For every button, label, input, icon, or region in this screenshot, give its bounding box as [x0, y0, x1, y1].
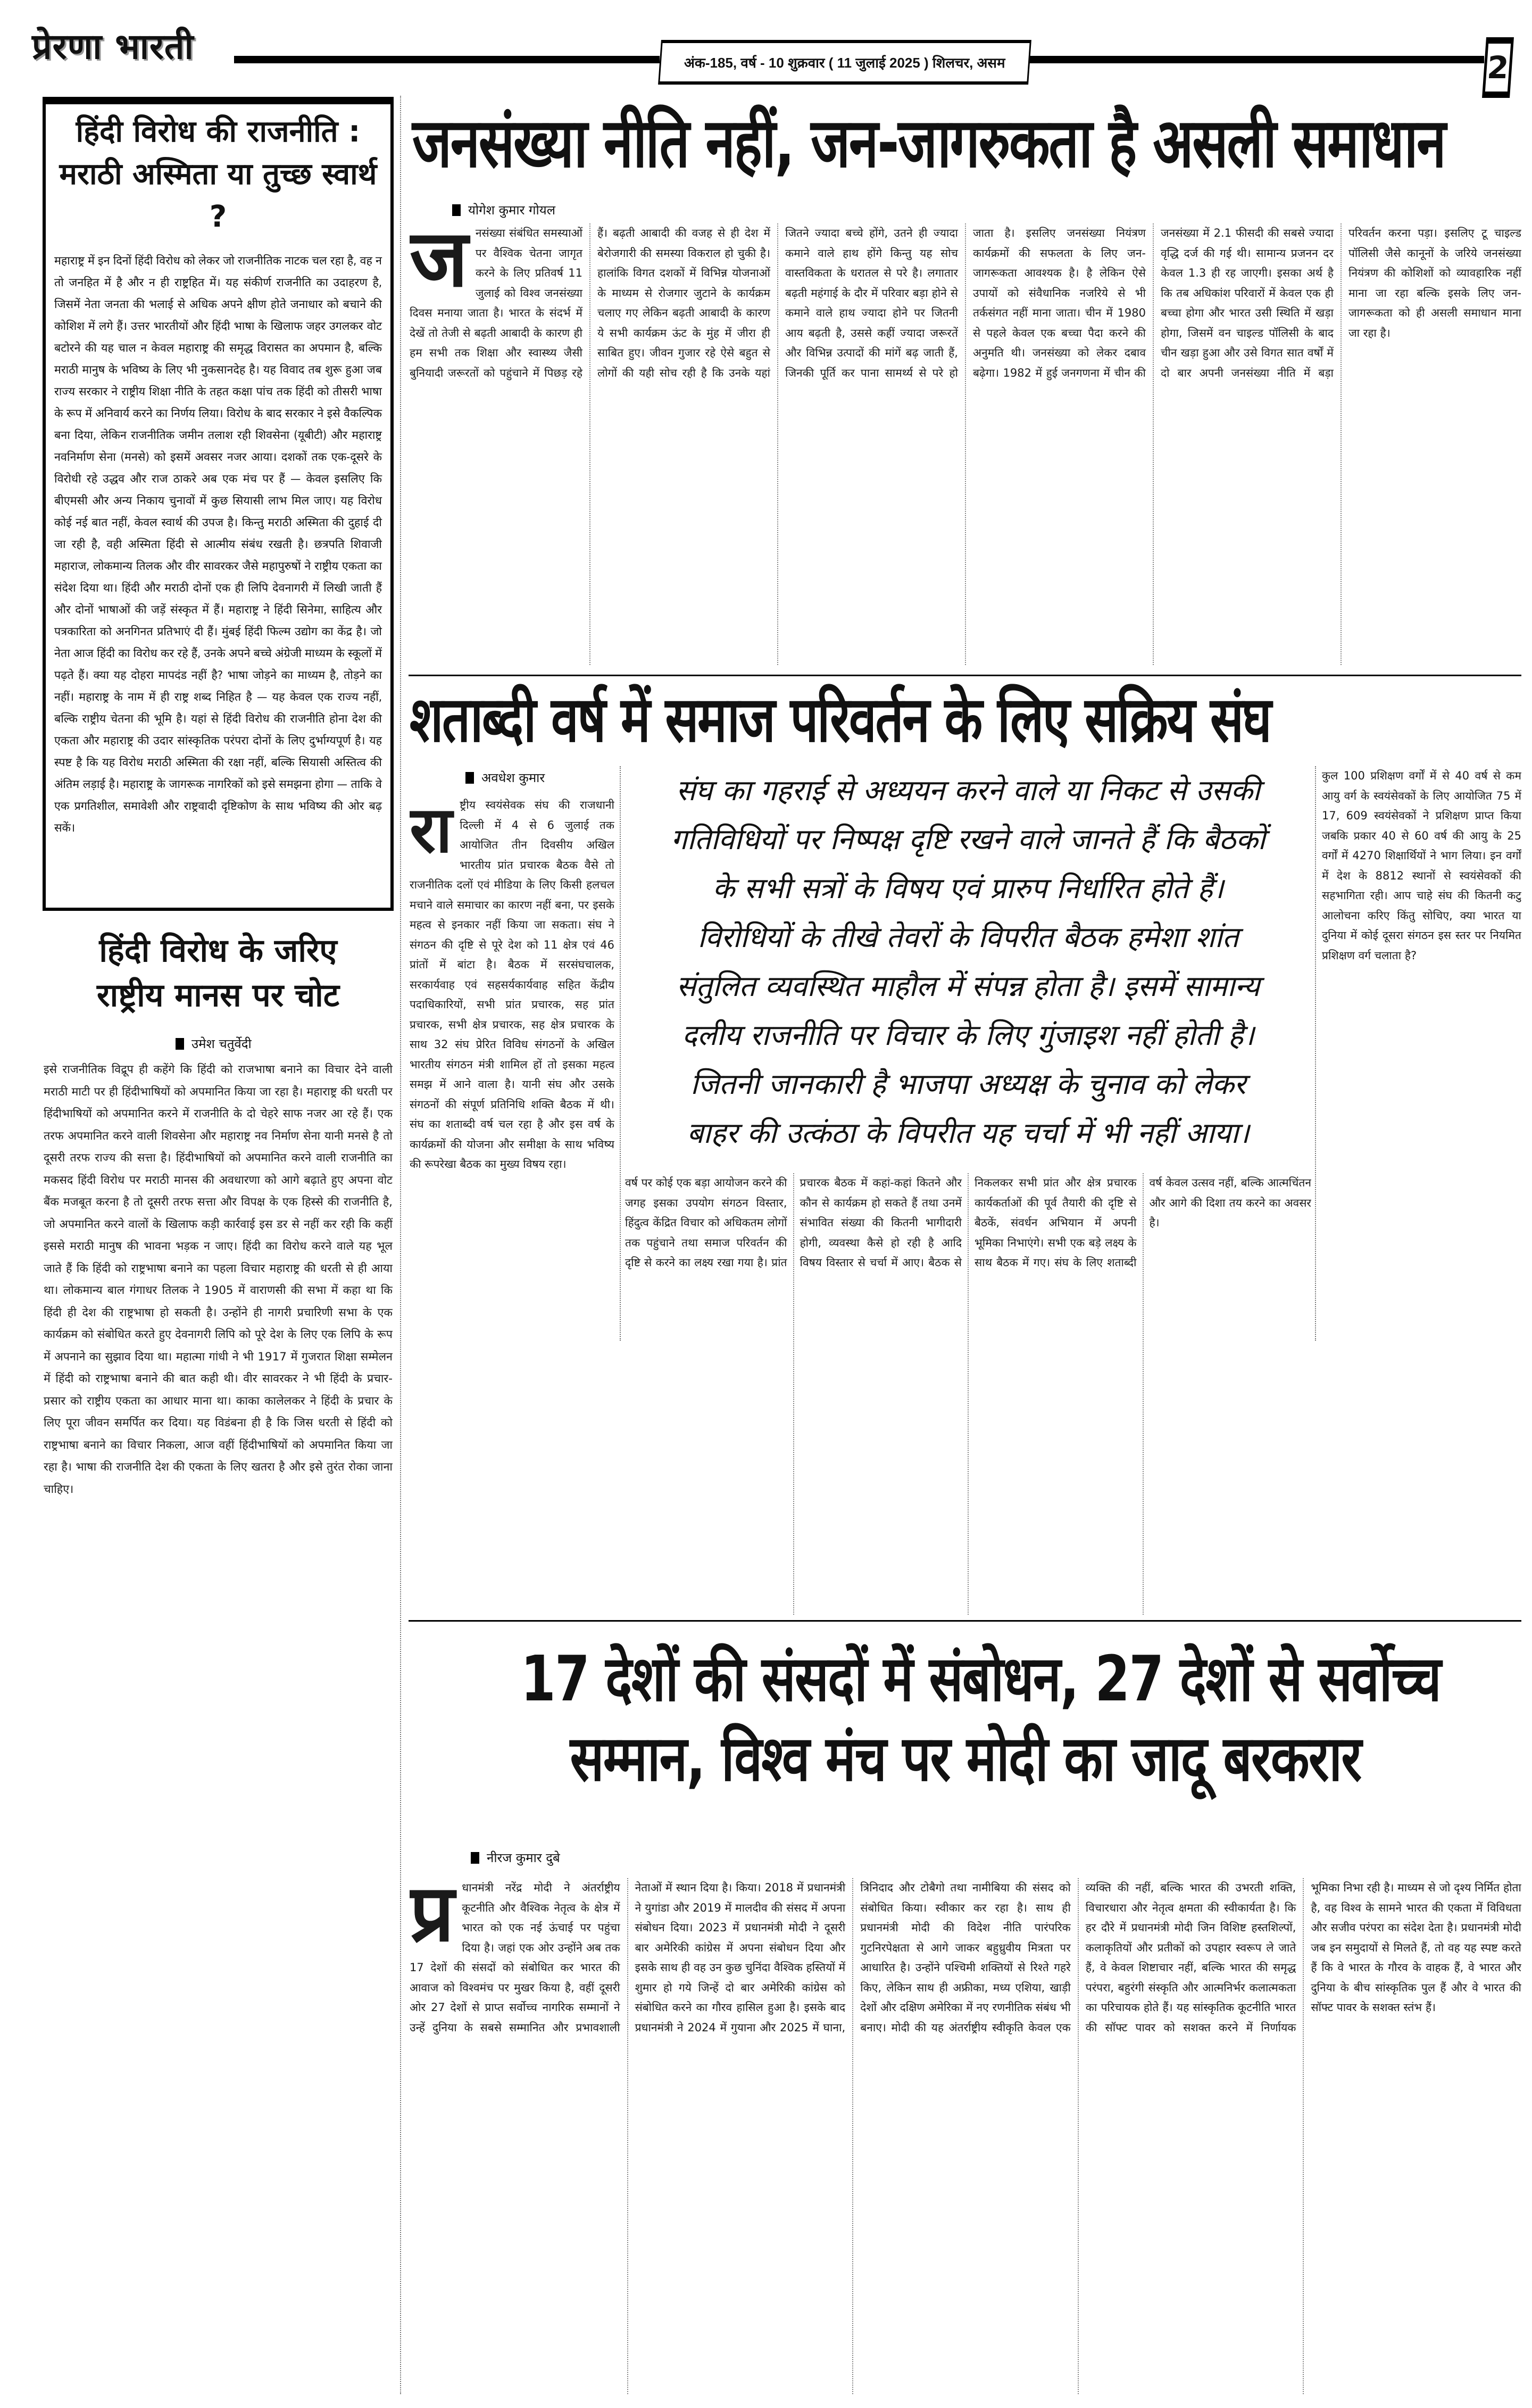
- pull-quote-line: संतुलित व्यवस्थित माहौल में संपन्न होता है। इसमें सामान्य: [676, 969, 1260, 1003]
- pull-quote-line: जितनी जानकारी है भाजपा अध्यक्ष के चुनाव को लेकर: [690, 1067, 1246, 1101]
- left-article-body: [44, 1059, 393, 2389]
- sangh-pull-quote: [625, 766, 1311, 1158]
- population-body: [410, 223, 1521, 665]
- issue-info: अंक-185, वर्ष - 10 शुक्रवार ( 11 जुलाई 2025 ) शिलचर, असम: [684, 55, 1005, 71]
- modi-headline-line2: सम्मान, विश्व मंच पर मोदी का जादू बरकरार: [570, 1722, 1361, 1795]
- sidebar-headline: [46, 111, 390, 238]
- pull-quote-line: विरोधियों के तीखे तेवरों के विपरीत बैठक हमेशा शांत: [697, 920, 1239, 954]
- sangh-headline: शताब्दी वर्ष में समाज परिवर्तन के लिए सक्रिय संघ: [410, 683, 1271, 756]
- left-headline-line2: राष्ट्रीय मानस पर चोट: [97, 977, 339, 1014]
- column-divider: [400, 96, 401, 2394]
- modi-headline: [410, 1639, 1521, 1798]
- sidebar-article-body: महाराष्ट्र में इन दिनों हिंदी विरोध को लेकर जो राजनीतिक नाटक चल रहा है, वह न तो जनहित में है और न ही राष्ट्रहित में। यह संकीर्ण राजनीति का उदाहरण है, जिसमें नेता जनता की भलाई से अधिक अपने क्षीण होते जनाधार को बचाने की कोशिश में लगे हैं। उत्तर भारतीयों और हिंदी भाषा के खिलाफ जहर उगलकर वोट बटोरने की यह चाल न केवल महाराष्ट्र की समृद्ध विरासत का अपमान है, बल्कि मराठी मानुष के भविष्य के लिए भी नुकसानदेह है। यह विवाद तब शुरू हुआ जब राज्य सरकार ने राष्ट्रीय शिक्षा नीति के तहत कक्षा पांच तक हिंदी को तीसरी भाषा के रूप में अनिवार्य करने का निर्णय लिया। विरोध के बाद सरकार ने इसे वैकल्पिक बना दिया, लेकिन राजनीतिक जमीन तलाश रही शिवसेना (यूबीटी) और महाराष्ट्र नवनिर्माण सेना (मनसे) को इसमें अवसर नजर आया। दशकों तक एक-दूसरे के विरोधी रहे उद्धव और राज ठाकरे अब एक मंच पर हैं — केवल इसलिए कि बीएमसी और अन्य निकाय चुनावों में कुछ सियासी लाभ मिल जाए। यह विरोध कोई नई बात नहीं, केवल स्वार्थ की उपज है। किन्तु मराठी अस्मिता की दुहाई दी जा रही है, वही अस्मिता हिंदी से आत्मीय संबंध रखती है। छत्रपति शिवाजी महाराज, लोकमान्य तिलक और वीर सावरकर जैसे महापुरुषों ने राष्ट्रीय एकता का संदेश दिया था। हिंदी और मराठी दोनों एक ही लिपि देवनागरी में लिखी जाती हैं और दोनों भाषाओं की जड़ें संस्कृत में हैं। महाराष्ट्र ने हिंदी सिनेमा, साहित्य और पत्रकारिता को अनगिनत प्रतिभाएं दी हैं। मुंबई हिंदी फिल्म उद्योग का केंद्र है। जो नेता आज हिंदी का विरोध कर रहे हैं, उनके अपने बच्चे अंग्रेजी माध्यम के स्कूलों में पढ़ते हैं। क्या यह दोहरा मापदंड नहीं है? भाषा जोड़ने का माध्यम है, तोड़ने का नहीं। महाराष्ट्र के नाम में ही राष्ट्र शब्द निहित है — यह केवल एक राज्य नहीं, बल्कि राष्ट्रीय चेतना की भूमि है। यहां से हिंदी विरोध की राजनीति होना देश की एकता और महाराष्ट्र की उदार सांस्कृतिक परंपरा दोनों के लिए दुर्भाग्यपूर्ण है। यह स्पष्ट है कि यह विरोध मराठी अस्मिता की रक्षा नहीं, बल्कि सियासी अस्तित्व की अंतिम लड़ाई है। महाराष्ट्र के जागरूक नागरिकों को इसे समझना होगा — ताकि वे एक प्रगतिशील, समावेशी और राष्ट्रवादी दृष्टिकोण के साथ भविष्य की ओर बढ़ सकें।: [54, 254, 382, 835]
- sangh-body-bottom: [625, 1173, 1311, 1615]
- pull-quote-line: संघ का गहराई से अध्ययन करने वाले या निकट से उसकी: [676, 774, 1261, 807]
- pull-quote-line: के सभी सत्रों के विषय एवं प्रारुप निर्धारित होते हैं।: [712, 871, 1224, 905]
- left-article-text: इसे राजनीतिक विद्रूप ही कहेंगे कि हिंदी को राजभाषा बनाने का विचार देने वाली मराठी माटी पर ही हिंदीभाषियों को अपमानित किया जा रहा है। महाराष्ट्र की धरती पर हिंदीभाषियों को अपमानित करने में राजनीति के दो चेहरे साफ नजर आ रहे हैं। एक तरफ अपमानित करने वाली शिवसेना और महाराष्ट्र नव निर्माण सेना यानी मनसे है तो दूसरी तरफ राज्य की सत्ता है। हिंदीभाषियों को अपमानित करने वाली राजनीति का मकसद हिंदी विरोध पर मराठी मानस की अवधारणा को आगे बढ़ाते हुए अपना वोट बैंक मजबूत करना है तो दूसरी तरफ सत्ता और विपक्ष के एक हिस्से की राजनीति है, जो अपमानित करने वालों के खिलाफ कड़ी कार्रवाई इस डर से नहीं कर रही कि कहीं इससे मराठी मानुष की भावना भड़क न जाए। हिंदी का विरोध करने वाले यह भूल जाते हैं कि हिंदी को राष्ट्रभाषा बनाने का पहला विचार महाराष्ट्र की धरती से ही आया था। लोकमान्य बाल गंगाधर तिलक ने 1905 में वाराणसी की सभा में कहा था कि हिंदी ही देश की राष्ट्रभाषा हो सकती है। उन्होंने ही नागरी प्रचारिणी सभा के एक कार्यक्रम को संबोधित करते हुए देवनागरी लिपि को पूरे देश के लिए एक लिपि के रूप में अपनाने का सुझाव दिया था। महात्मा गांधी ने भी 1917 में गुजरात शिक्षा सम्मेलन में हिंदी को राष्ट्रभाषा बनाने की बात कही थी। वीर सावरकर ने भी हिंदी के प्रचार-प्रसार को राष्ट्रीय एकता का आधार माना था। काका कालेलकर ने हिंदी के प्रचार के लिए पूरा जीवन समर्पित कर दिया। यह विडंबना ही है कि जिस धरती से हिंदी को राष्ट्रभाषा बनाने का विचार निकला, आज वहीं हिंदीभाषियों को अपमानित किया जा रहा है। भाषा की राजनीति देश की एकता के लिए खतरा है और इसे तुरंत रोका जाना चाहिए।: [44, 1063, 393, 1496]
- byline-bullet-icon: [176, 1038, 184, 1050]
- sidebar-article-box: [43, 97, 394, 911]
- left-article-byline: [176, 1035, 252, 1052]
- dropcap: रा: [410, 795, 453, 867]
- byline-author: योगेश कुमार गोयल: [468, 203, 555, 218]
- sidebar-headline-line1: हिंदी विरोध की राजनीति :: [76, 114, 361, 149]
- left-article-headline: [43, 928, 394, 1018]
- pull-quote-line: गतिविधियों पर निष्पक्ष दृष्टि रखने वाले जानते हैं कि बैठकों: [671, 823, 1265, 856]
- dropcap: ज: [410, 223, 468, 304]
- byline-author: नीरज कुमार दुबे: [487, 1850, 560, 1865]
- page-number: 2: [1482, 37, 1514, 98]
- masthead-rule-right: [1029, 56, 1484, 63]
- byline-bullet-icon: [471, 1852, 479, 1864]
- sidebar-headline-line2: मराठी अस्मिता या तुच्छ स्वार्थ ?: [59, 157, 377, 234]
- sangh-text-left: ष्ट्रीय स्वयंसेवक संघ की राजधानी दिल्ली में 4 से 6 जुलाई तक आयोजित तीन दिवसीय अखिल भारतीय प्रांत प्रचारक बैठक वैसे तो राजनीतिक दलों एवं मीडिया के लिए किसी हलचल मचाने वाले समाचार का कारण नहीं बना, पर इसके महत्व से इनकार नहीं किया जा सकता। संघ ने संगठन की दृष्टि से पूरे देश को 11 क्षेत्र एवं 46 प्रांतों में बांटा है। बैठक में सरसंघचालक, सरकार्यवाह एवं सहसर्यकार्यवाह सहित केंद्रीय पदाधिकारियों, सभी प्रांत प्रचारक, सह प्रांत प्रचारक, सभी क्षेत्र प्रचारक, सह क्षेत्र प्रचारक के साथ 32 संघ प्रेरित विविध संगठनों के अखिल भारतीय संगठन मंत्री शामिल हों तो इसका महत्व समझ में आने वाला है। यानी संघ और उसके संगठनों की संपूर्ण प्रतिनिधि शक्ति बैठक में थी। संघ का शताब्दी वर्ष चल रहा है और इस वर्ष के कार्यक्रमों की योजना और समीक्षा के साथ भविष्य की रूपरेखा बैठक का मुख्य विषय रहा।: [410, 799, 614, 1170]
- byline-author: उमेश चतुर्वेदी: [192, 1036, 252, 1051]
- dropcap: प्र: [410, 1878, 455, 1959]
- section-divider: [409, 1620, 1521, 1622]
- issue-info-box: [658, 40, 1031, 85]
- sangh-text-bottom: वर्ष पर कोई एक बड़ा आयोजन करने की जगह इसका उपयोग संगठन विस्तार, हिंदुत्व केंद्रित विचार को अधिकतम लोगों तक पहुंचाने तथा समाज परिवर्तन की दृष्टि से करने का लक्ष्य रखा गया है। प्रांत प्रचारक बैठक में कहां-कहां कितने और कौन से कार्यक्रम हो सकते हैं तथा उनमें संभावित संख्या की कितनी भागीदारी होगी, व्यवस्था कैसे हो रही है आदि विषय विस्तार से चर्चा में आए। बैठक से निकलकर सभी प्रांत और क्षेत्र प्रचारक कार्यकर्ताओं की पूर्व तैयारी की दृष्टि से बैठकें, संवर्धन अभियान में अपनी भूमिका निभाएंगे। सभी एक बड़े लक्ष्य के साथ बैठक में गए। संघ के लिए शताब्दी वर्ष केवल उत्सव नहीं, बल्कि आत्मचिंतन और आगे की दिशा तय करने का अवसर है।: [625, 1176, 1311, 1269]
- column-divider: [1315, 766, 1316, 1341]
- sangh-byline: [465, 769, 545, 786]
- pull-quote-line: बाहर की उत्कंठा के विपरीत यह चर्चा में भी नहीं आया।: [687, 1116, 1250, 1150]
- masthead-title: प्रेरणा भारती: [32, 26, 194, 67]
- population-headline: जनसंख्या नीति नहीं, जन-जागरुकता है असली समाधान: [412, 104, 1445, 183]
- population-byline: [452, 201, 555, 219]
- section-divider: [409, 675, 1521, 676]
- left-headline-line1: हिंदी विरोध के जरिए: [99, 932, 337, 969]
- byline-author: अवधेश कुमार: [481, 770, 545, 785]
- byline-bullet-icon: [465, 772, 474, 784]
- modi-body: [410, 1878, 1521, 2394]
- byline-bullet-icon: [452, 204, 461, 216]
- masthead-rule-left: [234, 56, 660, 63]
- column-divider: [620, 766, 621, 1341]
- sangh-body-left: [410, 795, 614, 1343]
- population-text: नसंख्या संबंधित समस्याओं पर वैश्विक चेतना जागृत करने के लिए प्रतिवर्ष 11 जुलाई को विश्व जनसंख्या दिवस मनाया जाता है। भारत के संदर्भ में देखें तो तेजी से बढ़ती आबादी के कारण ही हम सभी तक शिक्षा और स्वास्थ्य जैसी बुनियादी जरूरतों को पहुंचाने में पिछड़ रहे हैं। बढ़ती आबादी की वजह से ही देश में बेरोजगारी की समस्या विकराल हो चुकी है। हालांकि विगत दशकों में विभिन्न योजनाओं के माध्यम से रोजगार जुटाने के कार्यक्रम चलाए गए लेकिन बढ़ती आबादी के कारण ये सभी कार्यक्रम ऊंट के मुंह में जीरा ही साबित हुए। जीवन गुजार रहे ऐसे बहुत से लोगों की यही सोच रही है कि उनके यहां जितने ज्यादा बच्चे होंगे, उतने ही ज्यादा कमाने वाले हाथ होंगे किन्तु यह सोच वास्तविकता के धरातल से परे है। लगातार बढ़ती महंगाई के दौर में परिवार बड़ा होने से कमाने वाले हाथ ज्यादा होने पर जितनी आय बढ़ती है, उससे कहीं ज्यादा जरूरतें और विभिन्न उत्पादों की मांगें बढ़ जाती हैं, जिनकी पूर्ति कर पाना सामर्थ्य से परे हो जाता है। इसलिए जनसंख्या नियंत्रण कार्यक्रमों की सफलता के लिए जन-जागरूकता आवश्यक है। है लेकिन ऐसे उपायों को संवैधानिक नजरिये से भी तर्कसंगत नहीं माना जाता। चीन में 1980 से पहले केवल एक बच्चा पैदा करने की अनुमति थी। जनसंख्या को लेकर दबाव बढ़ेगा। 1982 में हुई जनगणना में चीन की जनसंख्या में 2.1 फीसदी की सबसे ज्यादा वृद्धि दर्ज की गई थी। सामान्य प्रजनन दर केवल 1.3 ही रह जाएगी। इसका अर्थ है कि तब अधिकांश परिवारों में केवल एक ही बच्चा होगा और भारत उसी स्थिति में खड़ा होगा, जिसमें वन चाइल्ड पॉलिसी के बाद चीन खड़ा हुआ और उसे विगत सात वर्षों में दो बार अपनी जनसंख्या नीति में बड़ा परिवर्तन करना पड़ा। इसलिए टू चाइल्ड पॉलिसी जैसे कानूनों के जरिये जनसंख्या नियंत्रण की कोशिशों को व्यावहारिक नहीं माना जा रहा बल्कि इसके लिए जन-जागरूकता को ही असली समाधान माना जा रहा है।: [410, 227, 1521, 379]
- pull-quote-line: दलीय राजनीति पर विचार के लिए गुंजाइश नहीं होती है।: [682, 1018, 1254, 1052]
- sangh-text-right: कुल 100 प्रशिक्षण वर्गों में से 40 वर्ष से कम आयु वर्ग के स्वयंसेवकों के लिए आयोजित 75 में 17, 609 स्वयंसेवकों ने प्रशिक्षण प्राप्त किया जबकि प्रकार 40 से 60 वर्ष की आयु के 25 वर्गों में 4270 शिक्षार्थियों ने भाग लिया। इन वर्गों में देश के 8812 स्थानों से स्वयंसेवकों की सहभागिता रही। आप चाहे संघ की कितनी कटु आलोचना करिए किंतु सोचिए, क्या भारत या दुनिया में कोई दूसरा संगठन इस स्तर पर नियमित प्रशिक्षण वर्ग चलाता है?: [1322, 769, 1521, 962]
- sangh-body-right: [1322, 766, 1521, 1617]
- modi-byline: [471, 1849, 560, 1866]
- modi-headline-line1: 17 देशों की संसदों में संबोधन, 27 देशों से सर्वोच्च: [521, 1642, 1441, 1715]
- modi-text: धानमंत्री नरेंद्र मोदी ने अंतर्राष्ट्रीय कूटनीति और वैश्विक नेतृत्व के क्षेत्र में भारत को एक नई ऊंचाई पर पहुंचा दिया है। जहां एक ओर उन्होंने अब तक 17 देशों की संसदों को संबोधित कर भारत की आवाज को विश्वमंच पर मुखर किया है, वहीं दूसरी ओर 27 देशों से प्राप्त सर्वोच्च नागरिक सम्मानों ने उन्हें दुनिया के सबसे सम्मानित और प्रभावशाली नेताओं में स्थान दिया है। किया। 2018 में प्रधानमंत्री ने युगांडा और 2019 में मालदीव की संसद में अपना संबोधन दिया। 2023 में प्रधानमंत्री मोदी ने दूसरी बार अमेरिकी कांग्रेस में अपना संबोधन दिया और इसके साथ ही वह उन कुछ चुनिंदा वैश्विक हस्तियों में शुमार हो गये जिन्हें दो बार अमेरिकी कांग्रेस को संबोधित करने का गौरव हासिल हुआ है। इसके बाद प्रधानमंत्री ने 2024 में गुयाना और 2025 में घाना, त्रिनिदाद और टोबैगो तथा नामीबिया की संसद को संबोधित किया। स्वीकार कर रहा है। साथ ही प्रधानमंत्री मोदी की विदेश नीति पारंपरिक गुटनिरपेक्षता से आगे जाकर बहुध्रुवीय मित्रता पर आधारित है। उन्होंने पश्चिमी शक्तियों से रिश्ते गहरे किए, लेकिन साथ ही अफ्रीका, मध्य एशिया, खाड़ी देशों और दक्षिण अमेरिका में नए रणनीतिक संबंध भी बनाए। मोदी की यह अंतर्राष्ट्रीय स्वीकृति केवल एक व्यक्ति की नहीं, बल्कि भारत की उभरती शक्ति, विचारधारा और नेतृत्व क्षमता की स्वीकार्यता है। कि हर दौरे में प्रधानमंत्री मोदी जिन विशिष्ट हस्तशिल्पों, कलाकृतियों और प्रतीकों को उपहार स्वरूप ले जाते हैं, वे केवल शिष्टाचार नहीं, बल्कि भारत की समृद्ध परंपरा, बहुरंगी संस्कृति और आत्मनिर्भर कलात्मकता का परिचायक होते हैं। यह सांस्कृतिक कूटनीति भारत की सॉफ्ट पावर को सशक्त करने में निर्णायक भूमिका निभा रही है। माध्यम से जो दृश्य निर्मित होता है, वह विश्व के सामने भारत की एकता में विविधता और सजीव परंपरा का संदेश देता है। प्रधानमंत्री मोदी जब इन समुदायों से मिलते हैं, तो वह यह स्पष्ट करते हैं कि वे भारत के गौरव के वाहक हैं, वे भारत और दुनिया के बीच सांस्कृतिक पुल हैं और वे भारत की सॉफ्ट पावर के सशक्त स्तंभ हैं।: [410, 1881, 1521, 2034]
